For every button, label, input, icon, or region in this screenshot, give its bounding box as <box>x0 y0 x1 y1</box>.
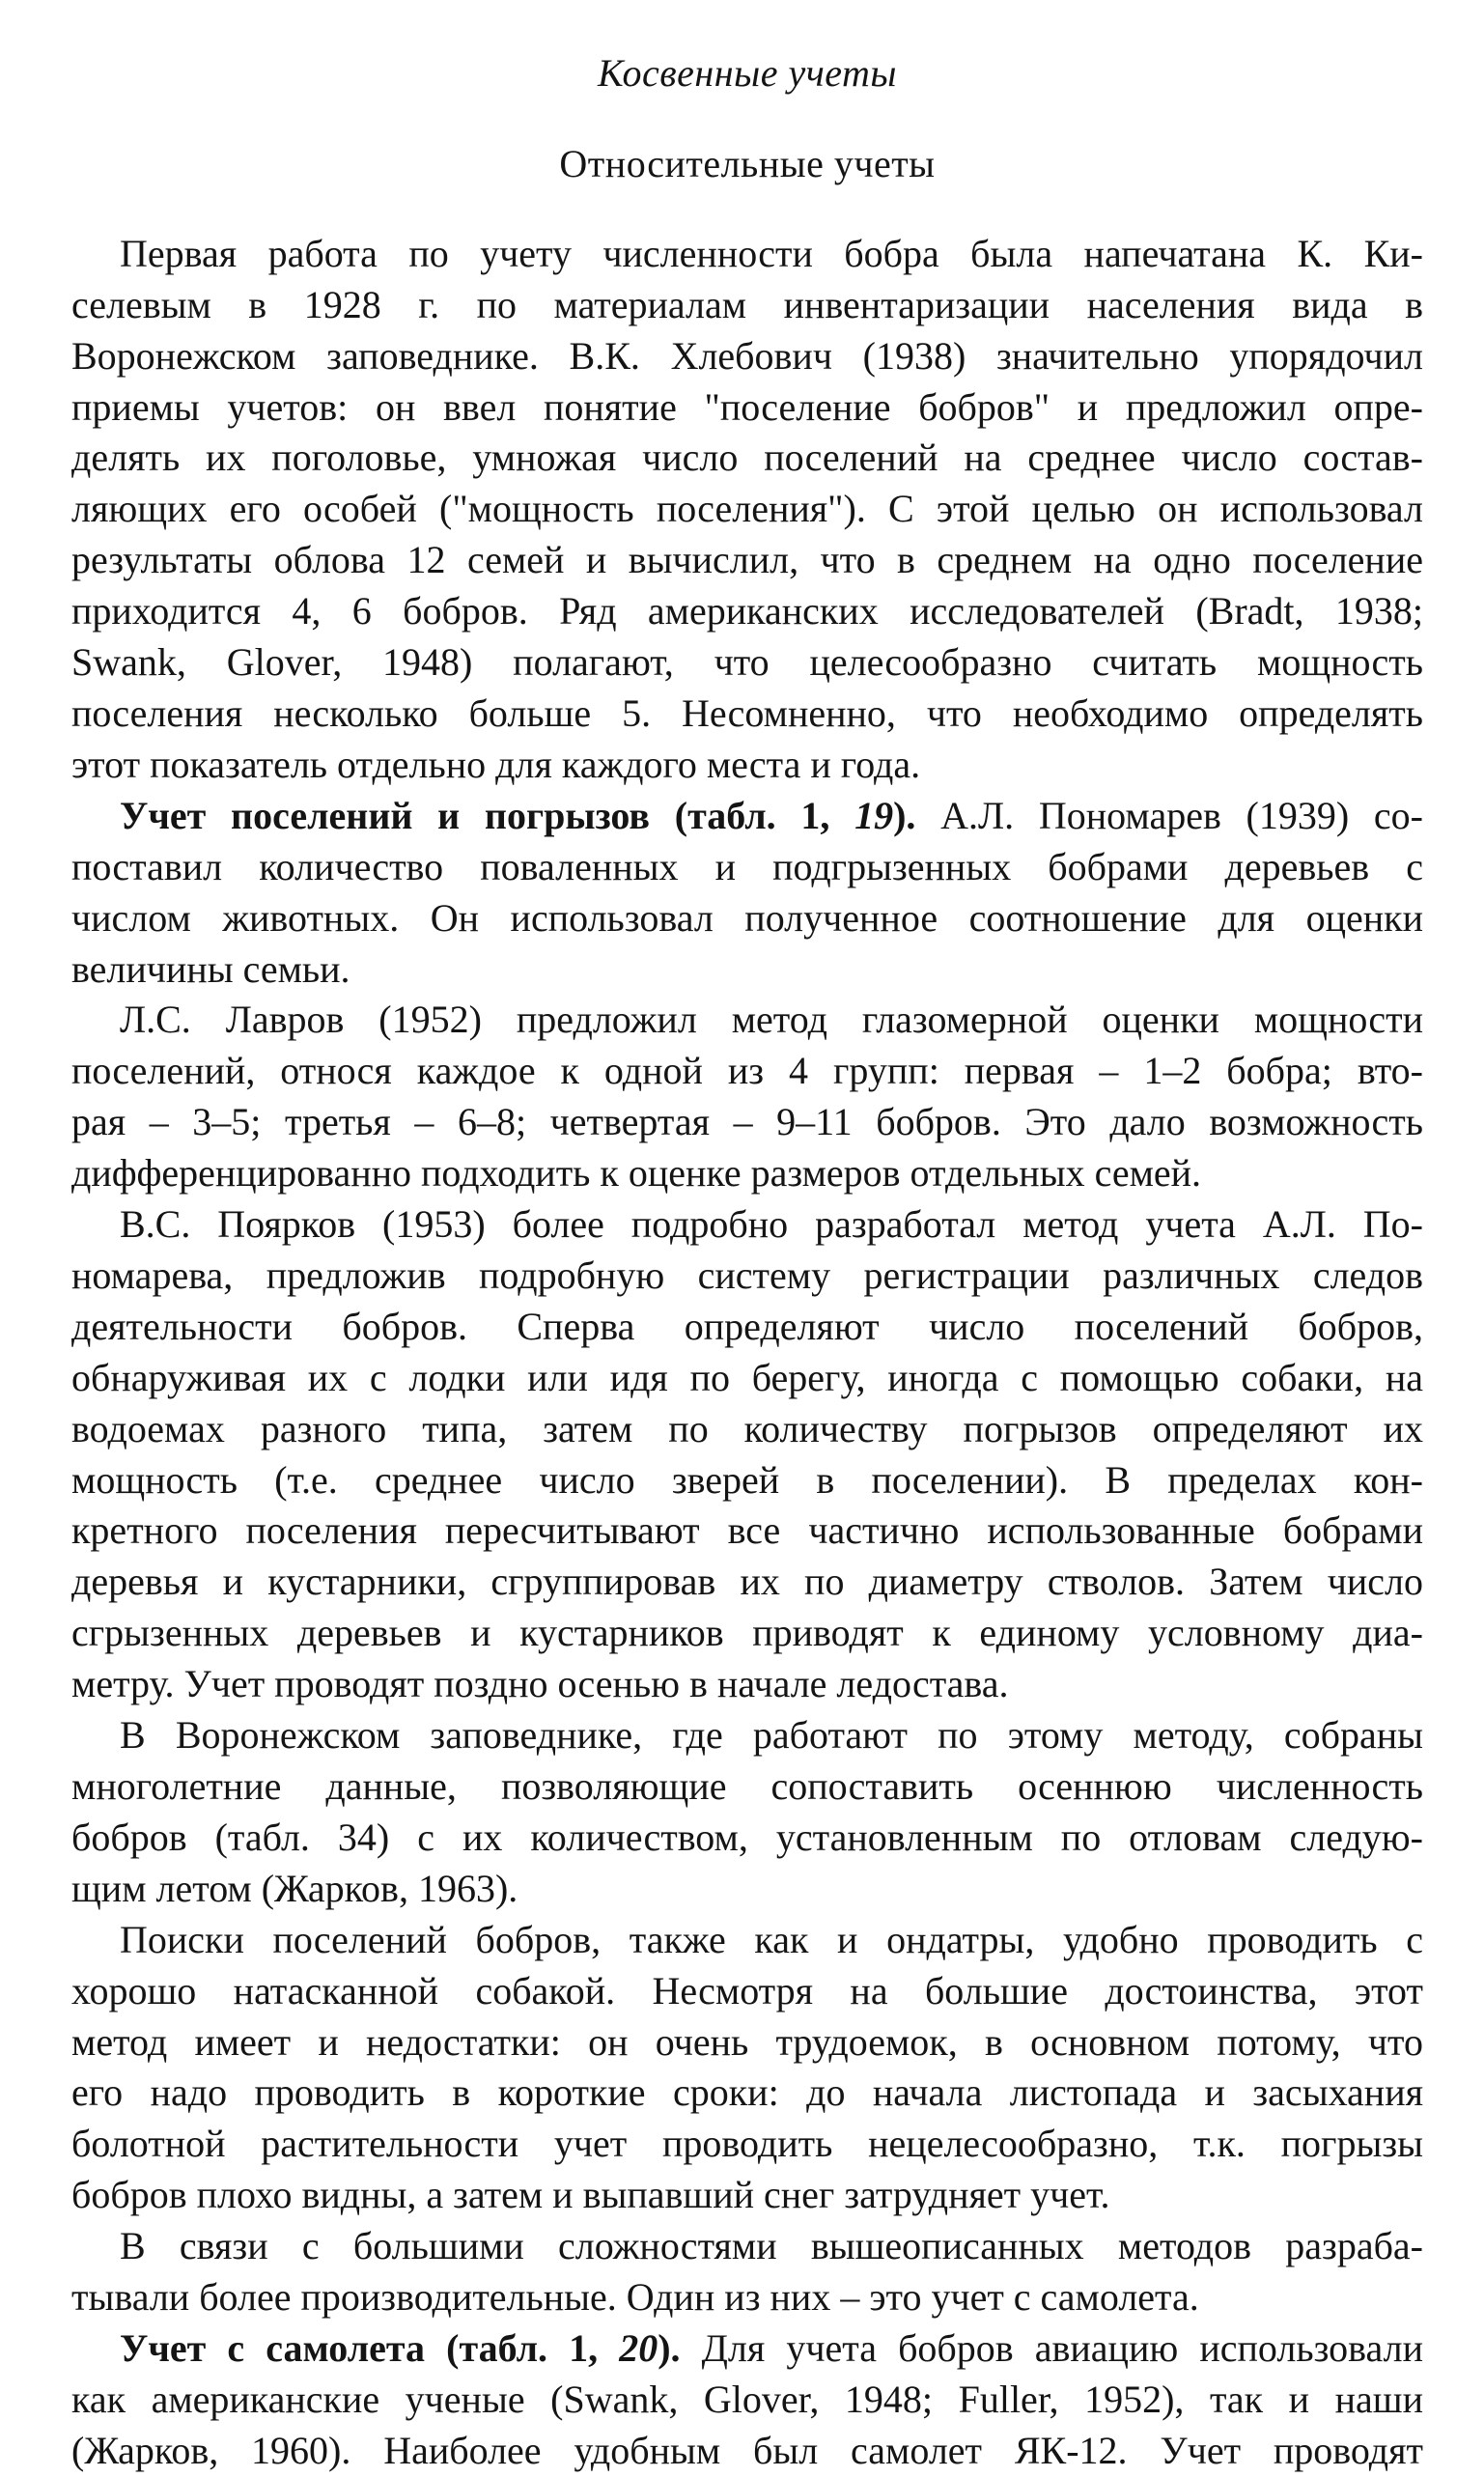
text-line: дифференцированно подходить к оценке размеров отдельных семей. <box>71 1151 1202 1196</box>
text-line: метод имеет и недостатки: он очень трудоемок, в основном потому, что <box>71 2019 1423 2064</box>
text-line: Учет с самолета (табл. 1, 20). Для учета бобров авиацию использовали <box>120 2325 1423 2370</box>
paragraph-8 <box>71 2323 1423 2477</box>
text-line: обнаруживая их с лодки или идя по берегу, иногда с помощью собаки, на <box>71 1355 1423 1399</box>
text-line: сгрызенных деревьев и кустарников приводят к единому условному диа- <box>71 1611 1423 1655</box>
text-line: как американские ученые (Swank, Glover, 1948; Fuller, 1952), так и наши <box>71 2377 1423 2421</box>
subsection-heading: Учет с самолета (табл. 1, 20). <box>120 2325 681 2370</box>
text-line: бобров (табл. 34) с их количеством, установленным по отловам следую- <box>71 1815 1423 1859</box>
text-line: В.С. Поярков (1953) более подробно разработал метод учета А.Л. По- <box>120 1202 1423 1247</box>
text-line: поселения несколько больше 5. Несомненно, что необходимо определять <box>71 690 1423 735</box>
text-line: приходится 4, 6 бобров. Ряд американских исследователей (Bradt, 1938; <box>71 589 1423 633</box>
running-header: Косвенные учеты <box>598 51 897 95</box>
document-page <box>71 39 1423 2477</box>
text-line: Воронежском заповеднике. В.К. Хлебович (1938) значительно упорядочил <box>71 333 1423 378</box>
paragraph-2 <box>71 791 1423 996</box>
subsection-heading: Учет поселений и погрызов (табл. 1, 19). <box>120 793 916 837</box>
text-line: (Жарков, 1960). Наиболее удобным был самолет ЯК-12. Учет проводят <box>71 2428 1423 2472</box>
text-line: Swank, Glover, 1948) полагают, что целесообразно считать мощность <box>71 640 1423 685</box>
text-line: тывали более производительные. Один из них – это учет с самолета. <box>71 2275 1199 2320</box>
text-line: селевым в 1928 г. по материалам инвентаризации населения вида в <box>71 282 1423 326</box>
text-line: водоемах разного типа, затем по количеству погрызов определяют их <box>71 1406 1423 1450</box>
text-line: Учет поселений и погрызов (табл. 1, 19). А.Л. Пономарев (1939) со- <box>120 793 1423 837</box>
paragraph-6 <box>71 1915 1423 2221</box>
text-line: хорошо натасканной собакой. Несмотря на большие достоинства, этот <box>71 1968 1423 2013</box>
text-line: бобров плохо видны, а затем и выпавший снег затрудняет учет. <box>71 2173 1110 2217</box>
text-line: В связи с большими сложностями вышеописанных методов разраба- <box>120 2224 1423 2268</box>
text-line: поставил количество поваленных и подгрызенных бобрами деревьев с <box>71 844 1423 888</box>
text-line: этот показатель отдельно для каждого места и года. <box>71 742 921 786</box>
text-line: кретного поселения пересчитывают все частично использованные бобрами <box>71 1508 1423 1553</box>
section-title: Относительные учеты <box>559 141 936 185</box>
paragraph-5 <box>71 1710 1423 1915</box>
text-line: Л.С. Лавров (1952) предложил метод глазомерной оценки мощности <box>120 998 1423 1042</box>
text-line: величины семьи. <box>71 946 350 991</box>
paragraph-4 <box>71 1199 1423 1710</box>
paragraph-3 <box>71 995 1423 1199</box>
text-line: многолетние данные, позволяющие сопоставить осеннюю численность <box>71 1764 1423 1808</box>
text-line: приемы учетов: он ввел понятие "поселение бобров" и предложил опре- <box>71 384 1423 429</box>
paragraph-7 <box>71 2221 1423 2323</box>
text-line: В Воронежском заповеднике, где работают по этому методу, собраны <box>120 1713 1423 1758</box>
text-line: делять их поголовье, умножая число поселений на среднее число состав- <box>71 436 1423 480</box>
text-line: деревья и кустарники, сгруппировав их по диаметру стволов. Затем число <box>71 1560 1423 1604</box>
text-line: ляющих его особей ("мощность поселения"). С этой целью он использовал <box>71 487 1423 531</box>
text-line: мощность (т.е. среднее число зверей в поселении). В пределах кон- <box>71 1457 1423 1502</box>
text-line: рая – 3–5; третья – 6–8; четвертая – 9–11 бобров. Это дало возможность <box>71 1100 1423 1144</box>
text-line: номарева, предложив подробную систему регистрации различных следов <box>71 1253 1423 1297</box>
text-line: Поиски поселений бобров, также как и ондатры, удобно проводить с <box>120 1917 1423 1961</box>
text-line: числом животных. Он использовал полученное соотношение для оценки <box>71 895 1423 940</box>
text-line: метру. Учет проводят поздно осенью в начале ледостава. <box>71 1662 1009 1706</box>
text-line: поселений, относя каждое к одной из 4 групп: первая – 1–2 бобра; вто- <box>71 1049 1423 1093</box>
text-line: щим летом (Жарков, 1963). <box>71 1866 518 1910</box>
text-line: болотной растительности учет проводить нецелесообразно, т.к. погрызы <box>71 2122 1423 2166</box>
text-line: его надо проводить в короткие сроки: до начала листопада и засыхания <box>71 2070 1423 2115</box>
paragraph-1 <box>71 229 1423 791</box>
text-line: деятельности бобров. Сперва определяют число поселений бобров, <box>71 1304 1423 1348</box>
text-line: Первая работа по учету численности бобра была напечатана К. Ки- <box>120 231 1423 275</box>
text-line: результаты облова 12 семей и вычислил, что в среднем на одно поселение <box>71 538 1423 582</box>
